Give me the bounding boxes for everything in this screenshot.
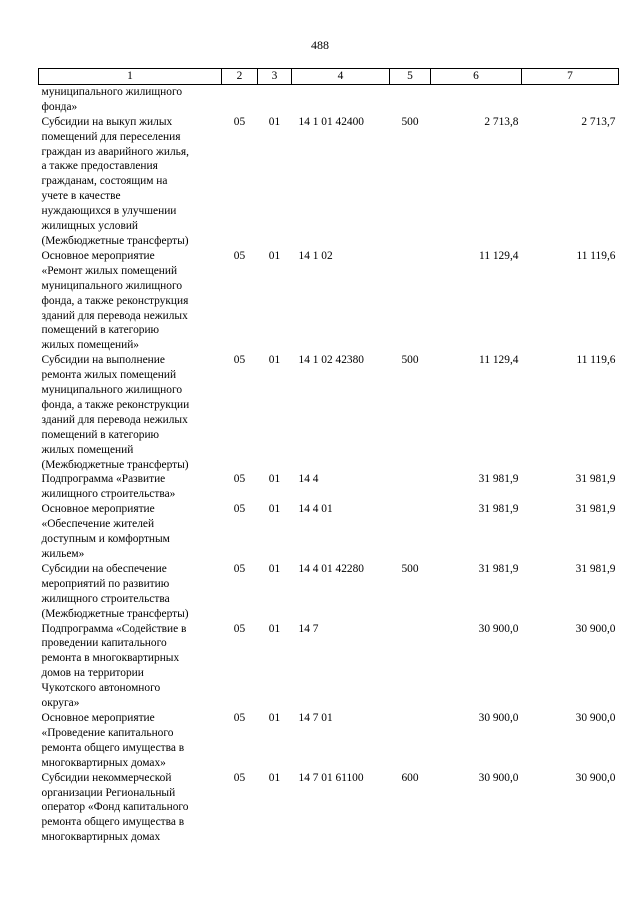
cell-amount-executed [522,84,619,114]
cell-amount-executed: 11 119,6 [576,249,616,262]
table-body [39,84,619,845]
table-row [39,84,619,114]
cell-section-code: 05 [233,473,246,486]
cell-item-name: Субсидии на выкуп жилых помещений для переселения граждан из аварийного жилья, а также предоставления гражданам, состоящим на учете в качестве нуждающихся в улучшении жилищных условий (Межбюджетные трансферты) [41,115,189,247]
cell-target-article-code: 14 4 01 42280 [298,562,364,575]
table-row [39,502,619,562]
column-header-3: 3 [258,69,292,85]
cell-amount-approved: 2 713,8 [484,115,519,128]
cell-amount-approved: 31 981,9 [478,562,519,575]
cell-expense-type-code: 500 [401,115,419,128]
cell-amount-approved: 31 981,9 [478,473,519,486]
cell-expense-type-code: 600 [401,771,419,784]
cell-item-name: Подпрограмма «Содействие в проведении капитального ремонта в многоквартирных домов на территории Чукотского автономного округа» [41,622,187,710]
cell-amount-executed: 30 900,0 [575,771,616,784]
table-row [39,353,619,472]
cell-section-code: 05 [233,562,246,575]
table-row [39,771,619,846]
cell-section-code: 05 [233,354,246,367]
column-header-1: 1 [39,69,222,85]
column-header-6: 6 [431,69,522,85]
cell-subsection-code: 01 [268,622,281,635]
cell-target-article-code: 14 7 01 [298,711,333,724]
cell-subsection-code: 01 [268,771,281,784]
column-header-5: 5 [390,69,431,85]
cell-item-name: Субсидии на обеспечение мероприятий по развитию жилищного строительства (Межбюджетные трансферты) [41,562,189,620]
cell-section-code [222,84,258,114]
cell-item-name: Основное мероприятие «Проведение капитального ремонта общего имущества в многоквартирных домах» [41,711,185,769]
cell-item-name: Субсидии некоммерческой организации Региональный оператор «Фонд капитального ремонта общего имущества в многоквартирных домах [41,771,189,844]
cell-subsection-code: 01 [268,249,281,262]
column-header-4: 4 [292,69,390,85]
cell-item-name: Основное мероприятие «Ремонт жилых помещений муниципального жилищного фонда, а также реконструкция зданий для перевода нежилых помещений в категорию жилых помещений» [41,249,189,352]
cell-amount-executed: 31 981,9 [575,473,616,486]
cell-amount-approved [431,84,522,114]
cell-amount-approved: 30 900,0 [478,622,519,635]
cell-item-name: Подпрограмма «Развитие жилищного строительства» [41,473,176,501]
column-header-7: 7 [522,69,619,85]
cell-subsection-code: 01 [268,473,281,486]
cell-item-name: Основное мероприятие «Обеспечение жителей доступным и комфортным жильем» [41,503,170,560]
cell-target-article-code: 14 7 [298,622,319,635]
cell-section-code: 05 [233,711,246,724]
cell-amount-approved: 31 981,9 [478,503,519,516]
cell-amount-executed: 31 981,9 [575,562,616,575]
table-row [39,472,619,502]
cell-subsection-code: 01 [268,711,281,724]
budget-table [38,68,619,845]
cell-target-article-code: 14 1 02 [298,249,333,262]
cell-target-article-code: 14 4 [298,473,319,486]
cell-expense-type-code [390,502,431,562]
cell-amount-executed: 30 900,0 [575,622,616,635]
cell-target-article-code: 14 7 01 61100 [298,771,364,784]
cell-section-code: 05 [233,503,246,516]
cell-section-code: 05 [233,622,246,635]
page-number: 488 [311,38,329,52]
cell-item-name: муниципального жилищного фонда» [41,85,183,113]
cell-amount-executed: 31 981,9 [575,503,616,516]
table-row [39,622,619,711]
cell-subsection-code: 01 [268,562,281,575]
cell-subsection-code: 01 [268,115,281,128]
cell-amount-executed: 2 713,7 [581,115,616,128]
column-header-2: 2 [222,69,258,85]
cell-target-article-code [292,84,390,114]
cell-subsection-code [258,84,292,114]
table-header-row [39,69,619,85]
cell-subsection-code: 01 [268,354,281,367]
cell-expense-type-code: 500 [401,562,419,575]
cell-expense-type-code: 500 [401,354,419,367]
table-row [39,711,619,771]
cell-expense-type-code [390,711,431,771]
cell-item-name: Субсидии на выполнение ремонта жилых помещений муниципального жилищного фонда, а также реконструкции зданий для перевода нежилых помещений в категорию жилых помещений (Межбюджетные трансферты) [41,354,190,471]
cell-section-code: 05 [233,115,246,128]
cell-target-article-code: 14 4 01 [298,503,333,516]
cell-amount-approved: 11 129,4 [479,354,519,367]
cell-section-code: 05 [233,249,246,262]
cell-expense-type-code [390,84,431,114]
table-row [39,249,619,353]
cell-expense-type-code [390,472,431,502]
cell-amount-approved: 30 900,0 [478,711,519,724]
cell-target-article-code: 14 1 01 42400 [298,115,364,128]
cell-target-article-code: 14 1 02 42380 [298,354,364,367]
cell-amount-approved: 11 129,4 [479,249,519,262]
cell-expense-type-code [390,249,431,353]
table-row [39,115,619,249]
table-row [39,562,619,622]
cell-subsection-code: 01 [268,503,281,516]
cell-amount-executed: 30 900,0 [575,711,616,724]
cell-expense-type-code [390,622,431,711]
cell-amount-executed: 11 119,6 [576,354,616,367]
cell-amount-approved: 30 900,0 [478,771,519,784]
cell-section-code: 05 [233,771,246,784]
